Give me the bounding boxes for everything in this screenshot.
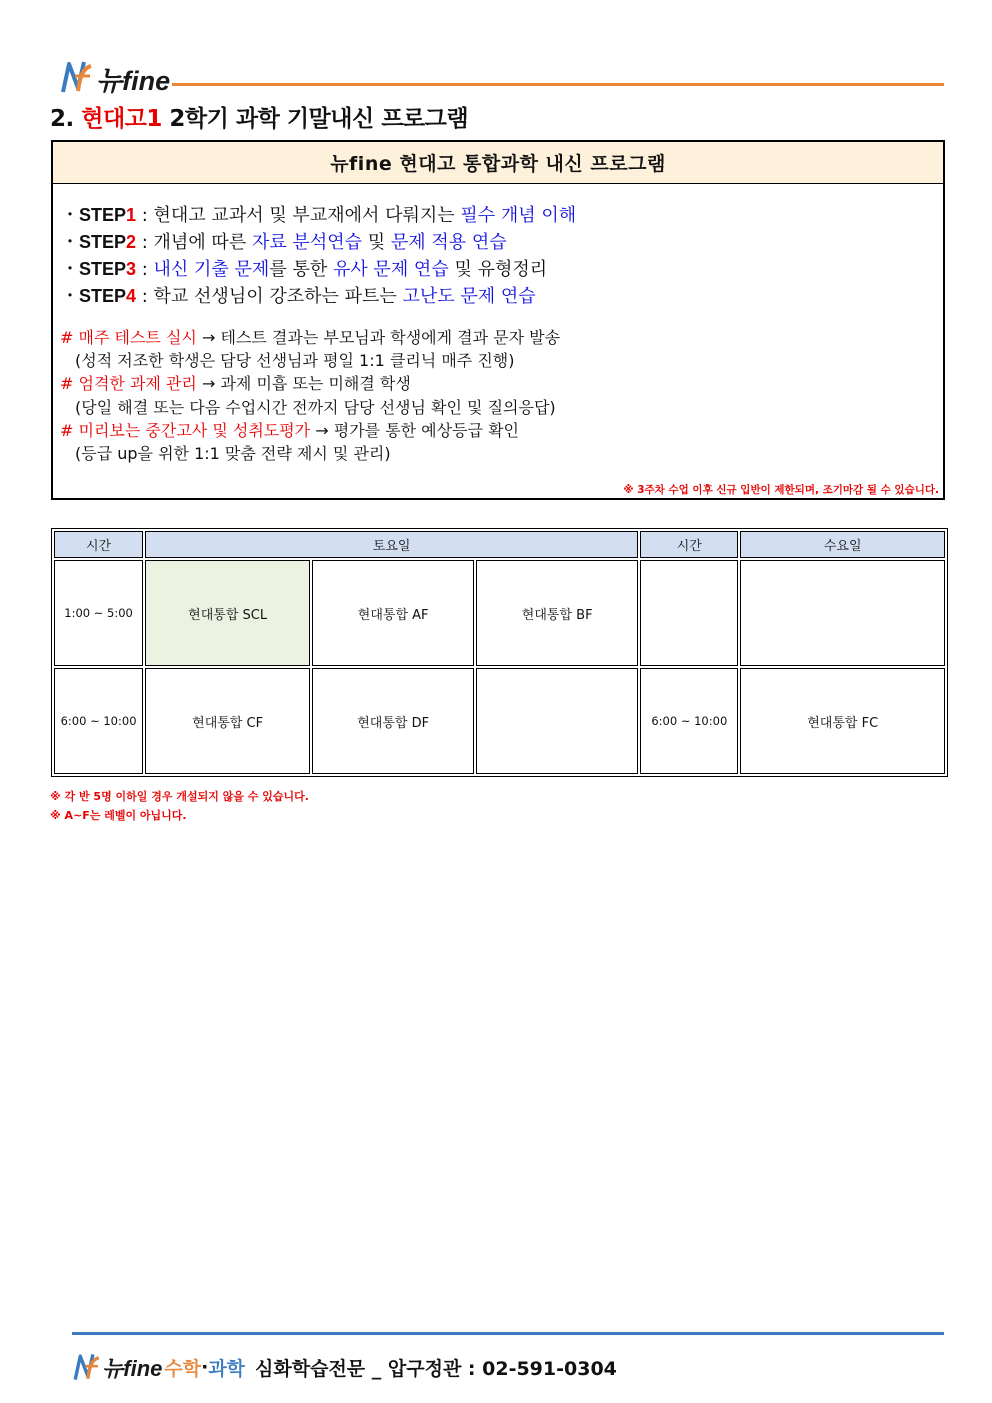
title-prefix: 2. xyxy=(50,106,82,132)
note-line xyxy=(60,372,560,395)
header-wednesday: 수요일 xyxy=(740,531,945,558)
time-cell xyxy=(640,560,738,666)
class-cell xyxy=(740,560,945,666)
step-bullet: ・ xyxy=(61,259,79,280)
note-subtext: (당일 해결 또는 다음 수업시간 전까지 담당 선생님 확인 및 질의응답) xyxy=(75,397,556,417)
class-cell: 현대통합 DF xyxy=(312,668,474,774)
header-time: 시간 xyxy=(54,531,143,558)
note-hash: # xyxy=(60,420,79,440)
page-title xyxy=(50,100,468,133)
brand-logo xyxy=(60,58,170,96)
schedule-table xyxy=(51,528,948,777)
step-highlight: 자료 분석연습 xyxy=(251,232,362,253)
step-item xyxy=(61,229,576,256)
class-cell: 현대통합 SCL xyxy=(145,560,310,666)
schedule-footnotes xyxy=(50,787,309,825)
step-highlight: 문제 적용 연습 xyxy=(390,232,507,253)
class-cell: 현대통합 AF xyxy=(312,560,474,666)
class-cell xyxy=(476,668,638,774)
time-cell: 1:00 ~ 5:00 xyxy=(54,560,143,666)
step-label-text: STEP xyxy=(79,286,127,306)
step-label xyxy=(79,286,136,306)
step-number: 3 xyxy=(126,259,137,279)
step-text: 및 유형정리 xyxy=(448,259,548,280)
footer-logo-text: 뉴fine xyxy=(102,1355,163,1381)
header-time: 시간 xyxy=(640,531,738,558)
step-text: 현대고 교과서 및 부교재에서 다뤄지는 xyxy=(153,205,461,226)
note-line xyxy=(60,419,560,442)
step-highlight: 고난도 문제 연습 xyxy=(402,286,536,307)
footnote-line: ※ A~F는 레벨이 아닙니다. xyxy=(50,809,187,822)
footer xyxy=(72,1350,617,1384)
note-highlight: 매주 테스트 실시 xyxy=(78,328,197,347)
logo-text: 뉴fine xyxy=(96,66,171,96)
step-label xyxy=(79,205,136,225)
title-rest: 2학기 과학 기말내신 프로그램 xyxy=(161,106,469,132)
step-colon: : xyxy=(136,232,154,253)
step-list xyxy=(61,202,576,310)
step-item xyxy=(61,202,576,229)
footer-subject-math: 수학 xyxy=(164,1357,202,1380)
step-colon: : xyxy=(136,259,154,280)
schedule-row xyxy=(54,668,945,774)
note-line xyxy=(60,326,560,349)
schedule-row xyxy=(54,560,945,666)
step-label xyxy=(79,259,136,279)
program-footnote: ※ 3주차 수업 이후 신규 입반이 제한되며, 조기마감 될 수 있습니다. xyxy=(623,484,939,496)
note-subtext: (성적 저조한 학생은 담당 선생님과 평일 1:1 클리닉 매주 진행) xyxy=(75,351,515,371)
footer-dot: · xyxy=(201,1356,209,1378)
header-rule xyxy=(172,83,944,86)
step-colon: : xyxy=(136,286,154,307)
step-item xyxy=(61,283,576,310)
header-saturday: 토요일 xyxy=(145,531,638,558)
nf-logo-icon xyxy=(72,1351,102,1383)
step-label-text: STEP xyxy=(79,232,127,252)
step-bullet: ・ xyxy=(61,232,79,253)
footer-subject-science: 과학 xyxy=(208,1357,246,1380)
class-cell: 현대통합 BF xyxy=(476,560,638,666)
step-label-text: STEP xyxy=(79,259,127,279)
step-label xyxy=(79,232,136,252)
time-cell: 6:00 ~ 10:00 xyxy=(640,668,738,774)
program-notes xyxy=(60,326,560,465)
step-text: 및 xyxy=(362,232,391,253)
note-subtext: (등급 up을 위한 1:1 맞춤 전략 제시 및 관리) xyxy=(75,444,391,464)
step-text: 개념에 따른 xyxy=(153,232,252,253)
class-cell: 현대통합 FC xyxy=(740,668,945,774)
note-hash: # xyxy=(60,328,79,347)
step-text: 학교 선생님이 강조하는 파트는 xyxy=(153,286,403,307)
step-number: 4 xyxy=(126,286,137,306)
schedule-header-row xyxy=(54,531,945,558)
note-highlight: 미리보는 중간고사 및 성취도평가 xyxy=(78,420,311,440)
step-highlight: 유사 문제 연습 xyxy=(332,259,449,280)
note-text: → 테스트 결과는 부모님과 학생에게 결과 문자 발송 xyxy=(196,328,561,347)
step-colon: : xyxy=(136,205,154,226)
class-cell: 현대통합 CF xyxy=(145,668,310,774)
step-number: 2 xyxy=(126,232,137,252)
note-hash: # xyxy=(60,374,79,394)
step-text: 를 통한 xyxy=(269,259,333,280)
step-bullet: ・ xyxy=(61,205,79,226)
step-bullet: ・ xyxy=(61,286,79,307)
step-highlight: 내신 기출 문제 xyxy=(153,259,270,280)
footer-rule xyxy=(72,1332,944,1335)
note-highlight: 엄격한 과제 관리 xyxy=(78,374,197,394)
program-heading: 뉴fine 현대고 통합과학 내신 프로그램 xyxy=(53,142,943,184)
title-highlight: 현대고1 xyxy=(81,106,162,132)
step-label-text: STEP xyxy=(79,205,127,225)
note-text: → 과제 미흡 또는 미해결 학생 xyxy=(196,374,411,394)
time-cell: 6:00 ~ 10:00 xyxy=(54,668,143,774)
footnote-line: ※ 각 반 5명 이하일 경우 개설되지 않을 수 있습니다. xyxy=(50,790,309,803)
program-box xyxy=(51,140,945,500)
step-item xyxy=(61,256,576,283)
nf-logo-icon xyxy=(60,58,94,96)
step-number: 1 xyxy=(126,205,137,225)
footer-contact: 심화학습전문 _ 압구정관 : 02-591-0304 xyxy=(255,1357,617,1380)
step-highlight: 필수 개념 이해 xyxy=(460,205,577,226)
note-text: → 평가를 통한 예상등급 확인 xyxy=(310,420,520,440)
